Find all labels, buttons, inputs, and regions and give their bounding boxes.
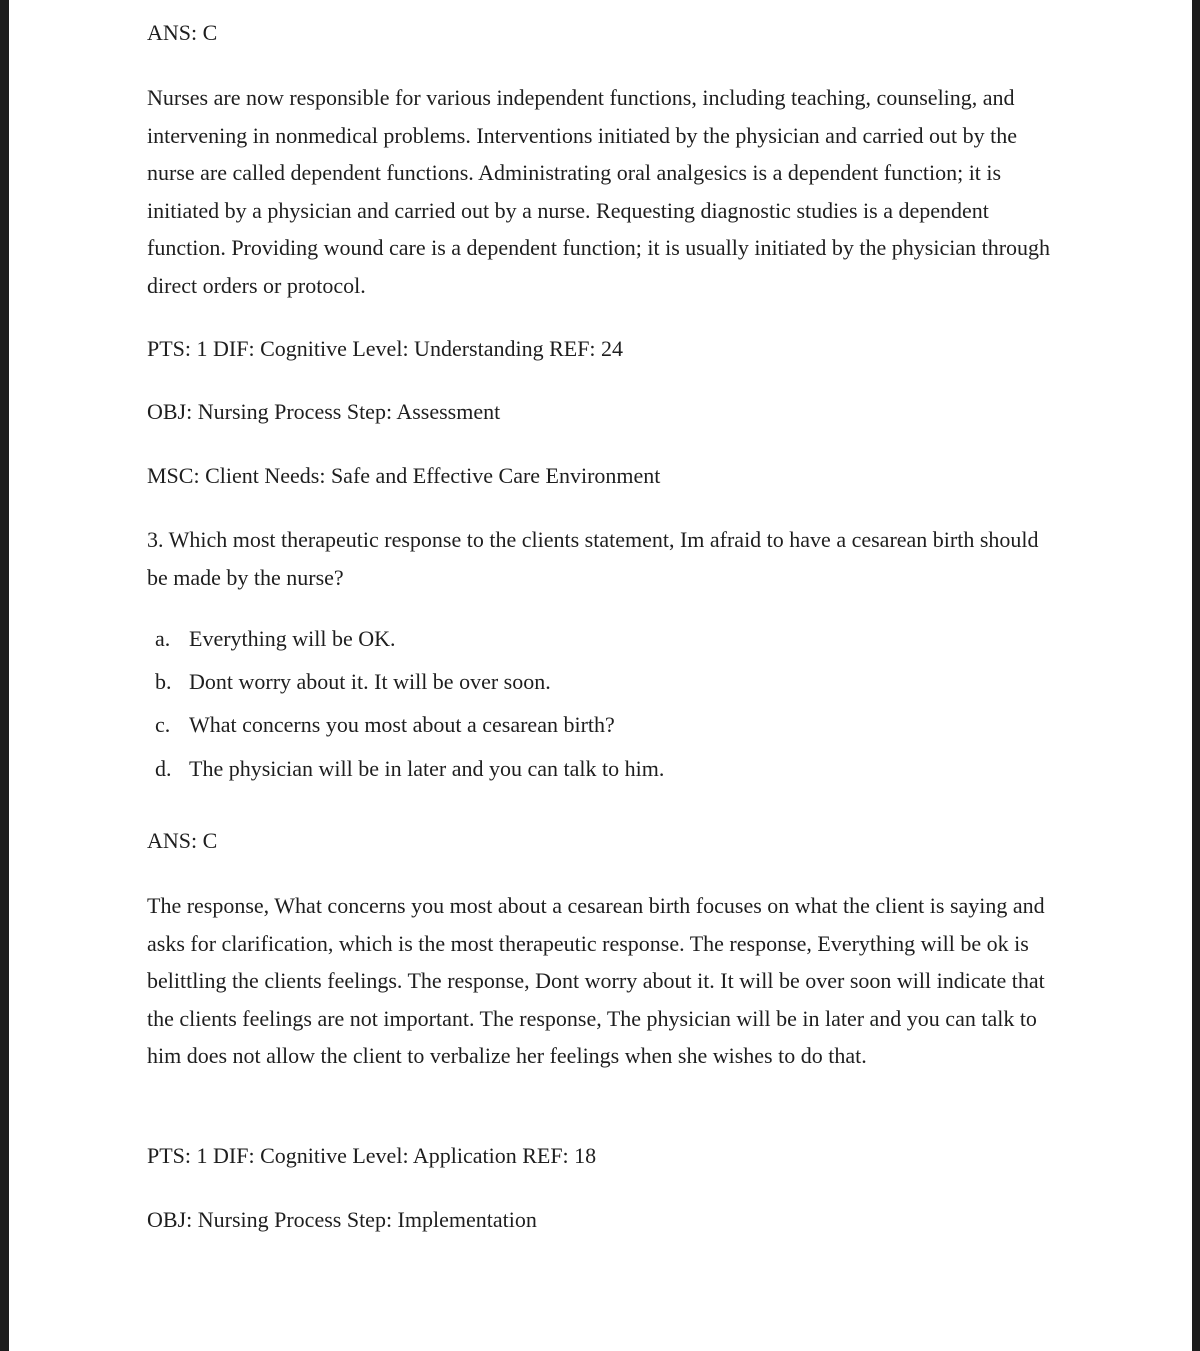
option-c <box>155 712 615 738</box>
rationale-paragraph: Nurses are now responsible for various independent functions, including teaching, counseling, and intervening in nonmedical problems. Interventions initiated by the physician and carried out by the nurse are called dependent functions. Administrating oral analgesics is a dependent function; it is initiated by a physician and carried out by a nurse. Requesting diagnostic studies is a dependent function. Providing wound care is a dependent function; it is usually initiated by the physician through direct orders or protocol. <box>147 85 1051 298</box>
right-frame-edge <box>1192 0 1200 1351</box>
question-stem: 3. Which most therapeutic response to the clients statement, Im afraid to have a cesarean birth should be made by the nurse? <box>147 527 1039 590</box>
points-line: PTS: 1 DIF: Cognitive Level: Understanding REF: 24 <box>147 336 624 361</box>
option-text: The physician will be in later and you can talk to him. <box>189 756 665 781</box>
option-letter: d. <box>155 756 172 781</box>
left-frame-edge <box>0 0 9 1351</box>
points-line: PTS: 1 DIF: Cognitive Level: Application REF: 18 <box>147 1143 597 1168</box>
option-d <box>155 756 664 782</box>
option-text: What concerns you most about a cesarean birth? <box>189 712 615 737</box>
option-letter: c. <box>155 712 171 737</box>
objective-line: OBJ: Nursing Process Step: Assessment <box>147 399 501 424</box>
answer-line: ANS: C <box>147 20 218 45</box>
objective-line: OBJ: Nursing Process Step: Implementation <box>147 1207 537 1232</box>
client-needs-line: MSC: Client Needs: Safe and Effective Care Environment <box>147 463 661 488</box>
option-letter: a. <box>155 626 171 651</box>
option-text: Dont worry about it. It will be over soon. <box>189 669 551 694</box>
answer-line: ANS: C <box>147 828 218 853</box>
rationale-paragraph: The response, What concerns you most about a cesarean birth focuses on what the client is saying and asks for clarification, which is the most therapeutic response. The response, Everything will be ok is belittling the clients feelings. The response, Dont worry about it. It will be over soon will indicate that the clients feelings are not important. The response, The physician will be in later and you can talk to him does not allow the client to verbalize her feelings when she wishes to do that. <box>147 893 1045 1068</box>
option-b <box>155 669 551 695</box>
option-text: Everything will be OK. <box>189 626 396 651</box>
option-letter: b. <box>155 669 172 694</box>
option-a <box>155 626 396 652</box>
document-page <box>9 0 1192 1351</box>
